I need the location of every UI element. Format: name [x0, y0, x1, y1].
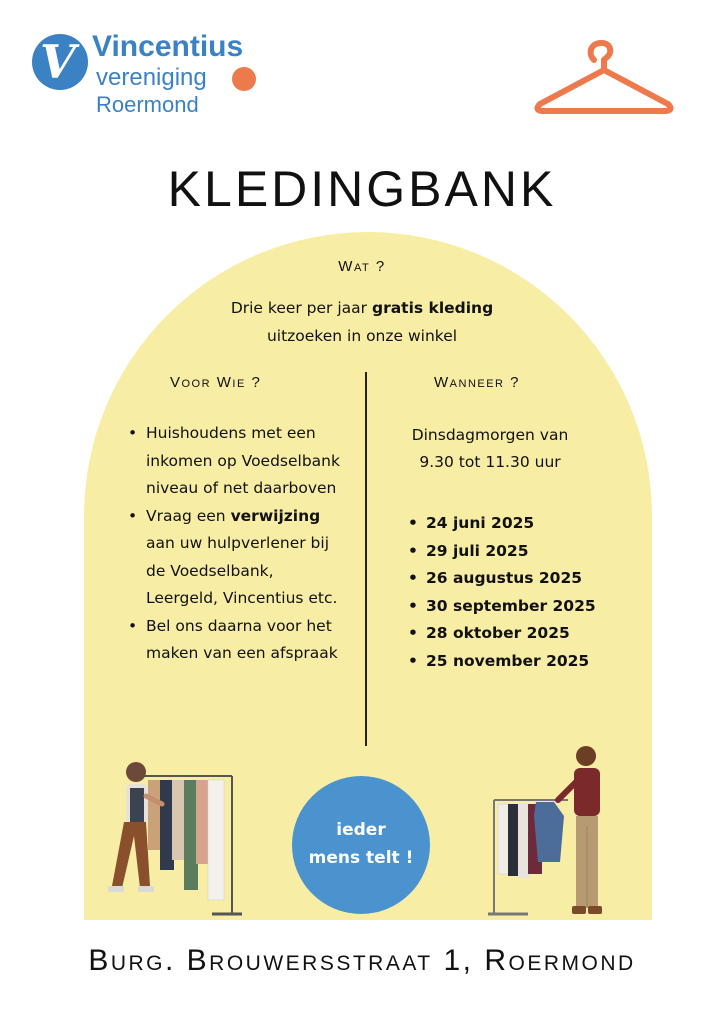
opening-time: Dinsdagmorgen van 9.30 tot 11.30 uur: [411, 426, 569, 471]
date-item: • 30 september 2025: [408, 593, 596, 621]
logo-dot: [232, 67, 256, 91]
voor-wie-heading: Voor Wie ?: [170, 374, 262, 391]
list-item: • Vraag een verwijzing aan uw hulpverlener bij de Voedselbank, Leergeld, Vincentius etc.: [128, 503, 343, 613]
vincentius-logo: [32, 30, 292, 120]
wat-heading: Wat ?: [338, 258, 386, 275]
date-item: • 29 juli 2025: [408, 538, 596, 566]
slogan-badge: [292, 776, 430, 914]
address: Burg. Brouwersstraat 1, Roermond: [88, 944, 636, 977]
date-item: • 25 november 2025: [408, 648, 596, 676]
list-item: • Bel ons daarna voor het maken van een afspraak: [128, 613, 343, 668]
man-choosing-shirt-illustration: [488, 742, 628, 920]
logo-subtitle: vereniging: [96, 64, 207, 91]
voor-wie-list: [128, 420, 343, 668]
column-divider: [365, 372, 367, 746]
page-title: KLEDINGBANK: [167, 161, 557, 217]
list-item: • Huishoudens met een inkomen op Voedselbank niveau of net daarboven: [128, 420, 343, 503]
wanneer-heading: Wanneer ?: [434, 374, 521, 391]
date-item: • 28 oktober 2025: [408, 620, 596, 648]
date-list: [408, 510, 596, 675]
badge-line2: mens telt !: [308, 848, 414, 868]
logo-city: Roermond: [96, 92, 199, 117]
date-item: • 26 augustus 2025: [408, 565, 596, 593]
badge-line1: ieder: [336, 820, 386, 840]
wat-description: Drie keer per jaar gratis kleding uitzoeken in onze winkel: [230, 299, 494, 345]
logo-name: Vincentius: [92, 30, 244, 63]
woman-at-clothing-rack-illustration: [92, 756, 242, 920]
date-item: • 24 juni 2025: [408, 510, 596, 538]
hanger-icon: [532, 38, 676, 118]
logo-mark-icon: V: [32, 34, 88, 90]
